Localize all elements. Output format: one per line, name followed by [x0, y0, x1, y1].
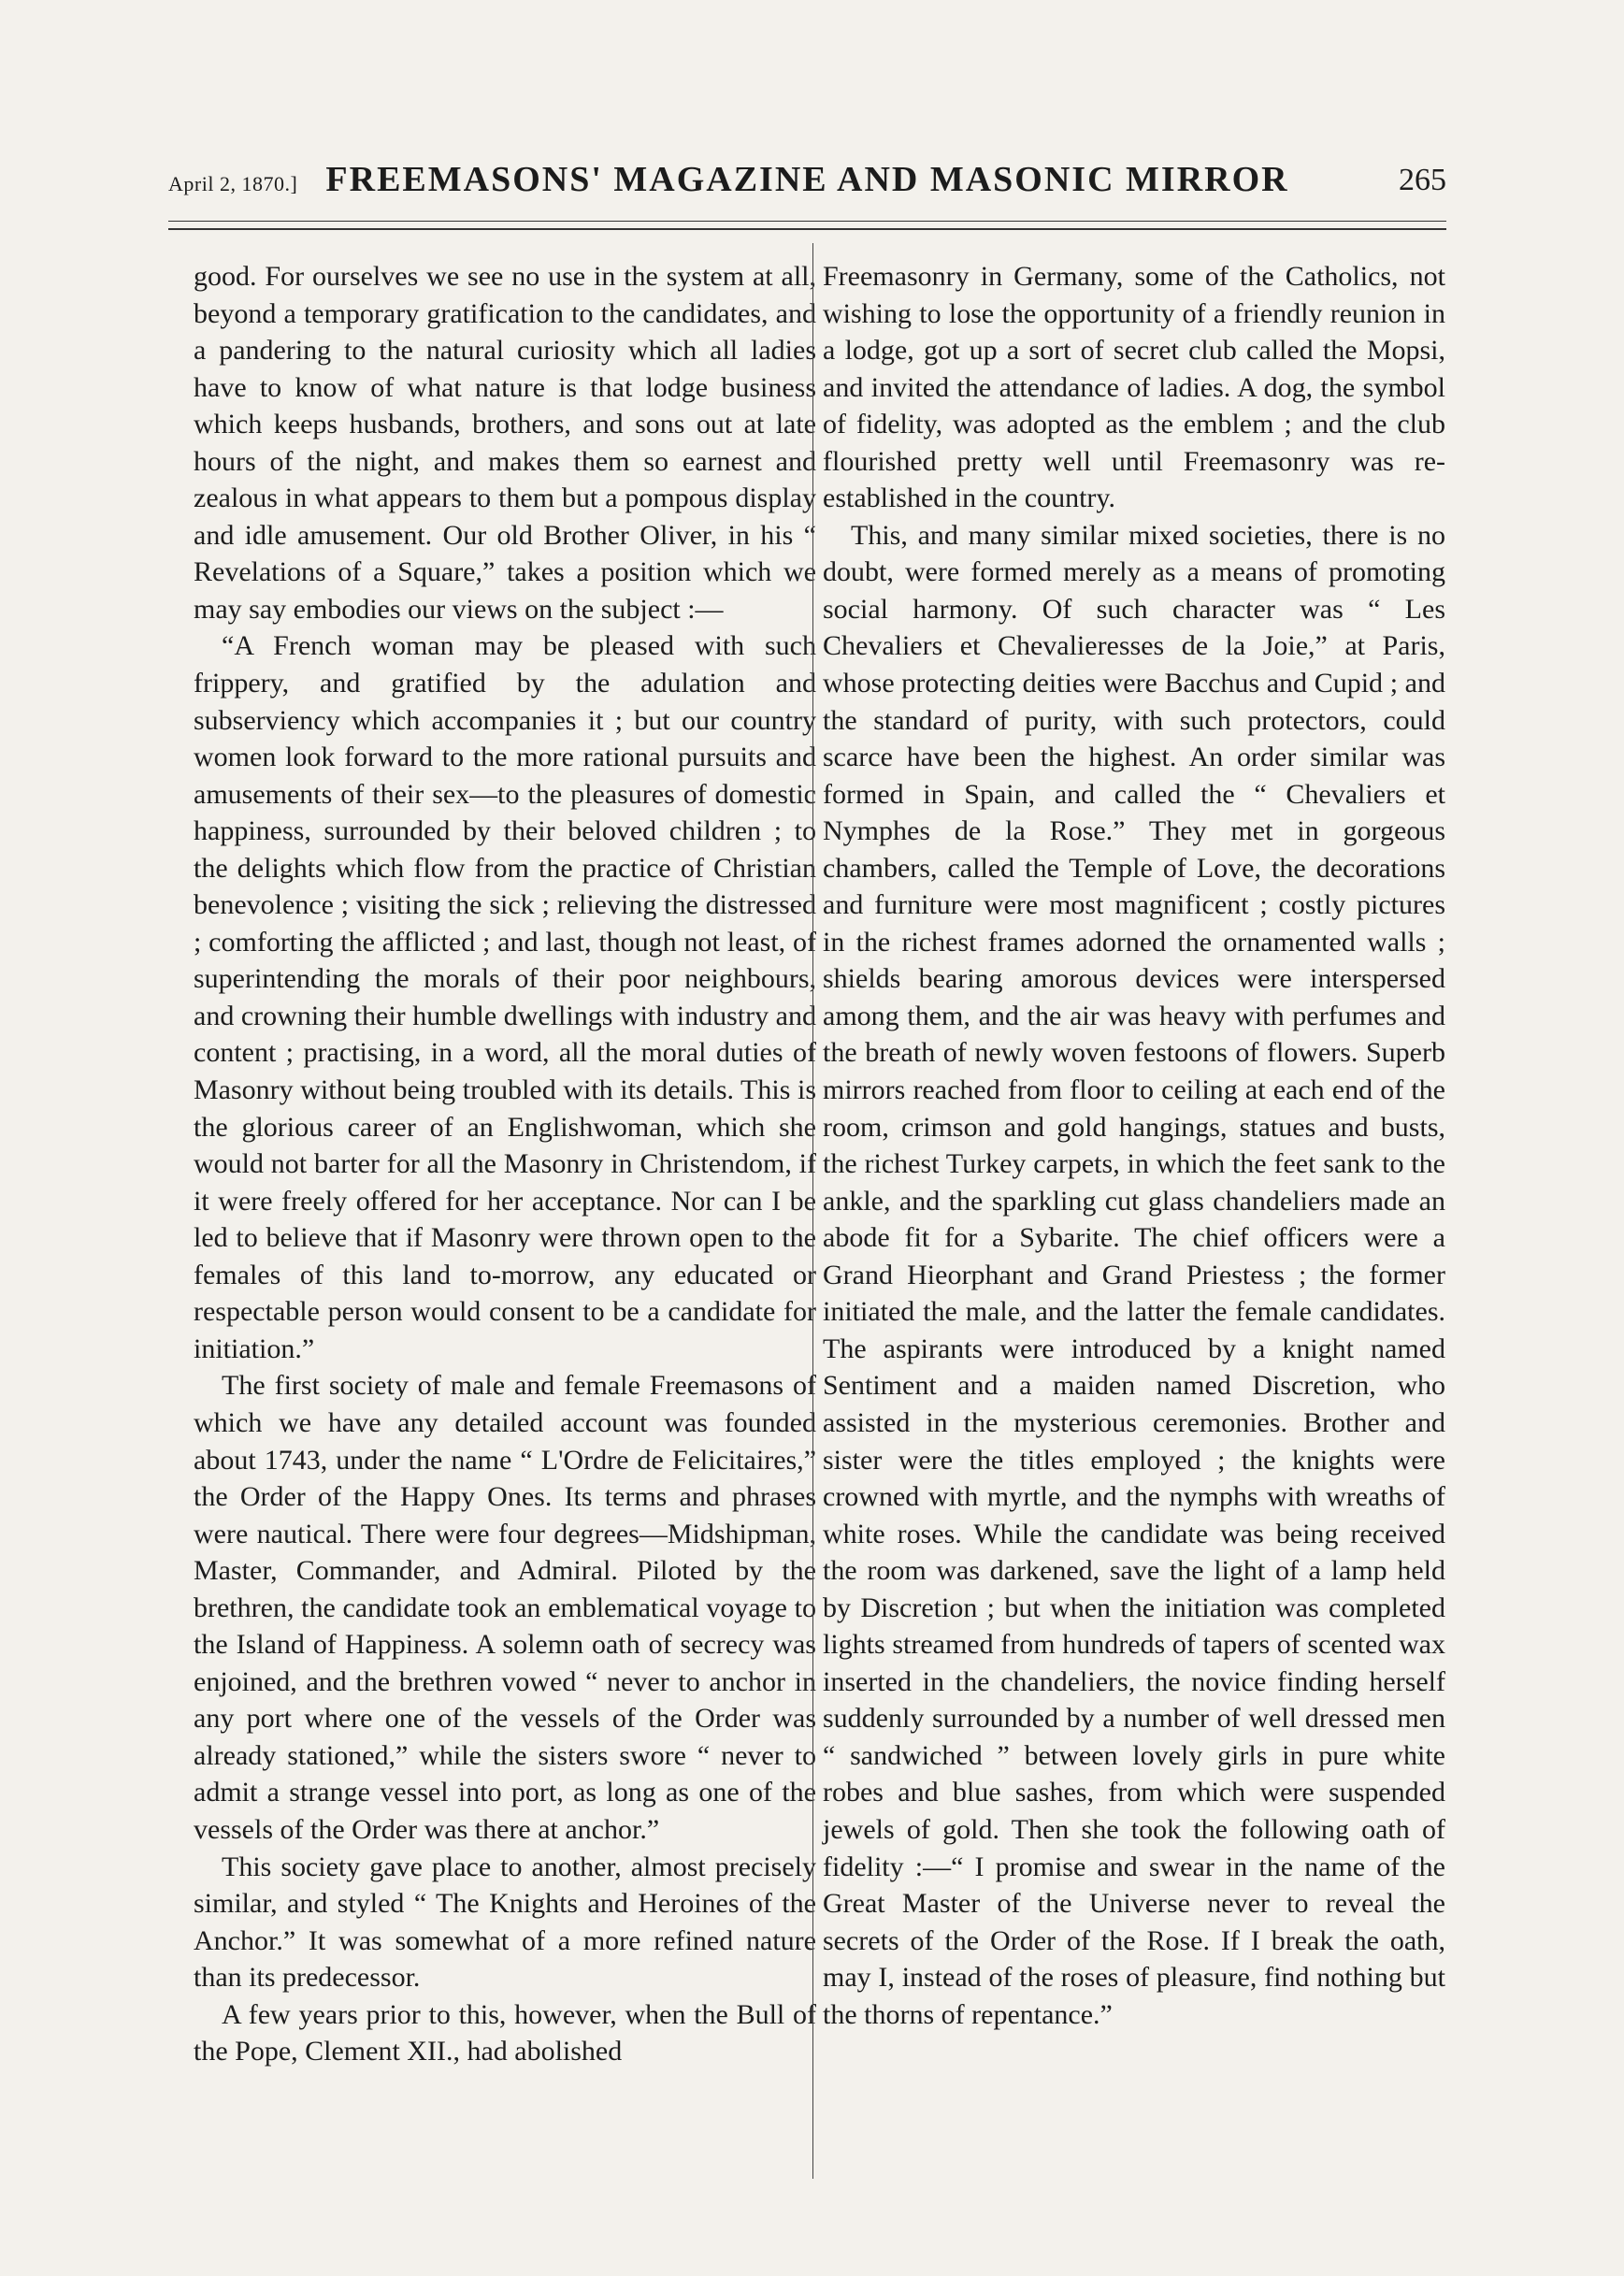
issue-date: April 2, 1870.] [168, 172, 298, 195]
publication-title: FREEMASONS' MAGAZINE AND MASONIC MIRROR [325, 160, 1289, 199]
right-column [823, 258, 1445, 2184]
page-number: 265 [1399, 163, 1446, 197]
left-paragraph-3: The first society of male and female Freemasons of which we have any detailed account was founded about 1743, under the name “ L'Ordre de Felicitaires,” the Order of the Happy Ones. Its terms and phrases were nautical. There were four degrees—Midshipman, Master, Commander, and Admiral. Piloted by the brethren, the candidate took an emblematical voyage to the Island of Happiness. A solemn oath of secrecy was enjoined, and the brethren vowed “ never to anchor in any port where one of the vessels of the Order was already stationed,” while the sisters swore “ never to admit a strange vessel into port, as long as one of the vessels of the Order was there at anchor.” [194, 1370, 816, 1845]
left-paragraph-2: “A French woman may be pleased with such frippery, and gratified by the adulation and subserviency which accompanies it ; but our country women look forward to the more rational pursuits and amusements of their sex—to the pleasures of domestic happiness, surrounded by their beloved children ; to the delights which flow from the practice of Christian benevolence ; visiting the sick ; relieving the distressed ; comforting the afflicted ; and last, though not least, of superintending the morals of their poor neighbours, and crowning their humble dwellings with industry and content ; practising, in a word, all the moral duties of Masonry without being troubled with its details. This is the glorious career of an Englishwoman, which she would not barter for all the Masonry in Christendom, if it were freely offered for her acceptance. Nor can I be led to believe that if Masonry were thrown open to the females of this land to-morrow, any educated or respectable person would consent to be a candidate for initiation.” [194, 630, 816, 1364]
right-paragraph-2: This, and many similar mixed societies, there is no doubt, were formed merely as a means of promoting social harmony. Of such character was “ Les Chevaliers et Chevalieresses de la Joie,” at Paris, whose protecting deities were Bacchus and Cupid ; and the standard of purity, with such protectors, could scarce have been the highest. An order similar was formed in Spain, and called the “ Chevaliers et Nymphes de la Rose.” They met in gorgeous chambers, called the Temple of Love, the decorations and furniture were most magnificent ; costly pictures in the richest frames adorned the ornamented walls ; shields bearing amorous devices were interspersed among them, and the air was heavy with perfumes and the breath of newly woven festoons of flowers. Superb mirrors reached from floor to ceiling at each end of the room, crimson and gold hangings, statues and busts, the richest Turkey carpets, in which the feet sank to the ankle, and the sparkling cut glass chandeliers made an abode fit for a Sybarite. The chief officers were a Grand Hieorphant and Grand Priestess ; the former initiated the male, and the latter the female candidates. The aspirants were introduced by a knight named Sentiment and a maiden named Discretion, who assisted in the mysterious ceremonies. Brother and sister were the titles employed ; the knights were crowned with myrtle, and the nymphs with wreaths of white roses. While the candidate was being received the room was darkened, save the light of a lamp held by Discretion ; but when the initiation was completed lights streamed from hundreds of tapers of scented wax inserted in the chandeliers, the novice finding herself suddenly surrounded by a number of well dressed men “ sandwiched ” between lovely girls in pure white robes and blue sashes, from which were suspended jewels of gold. Then she took the following oath of fidelity :—“ I promise and swear in the name of the Great Master of the Universe never to reveal the secrets of the Order of the Rose. If I break the oath, may I, instead of the roses of pleasure, find nothing but the thorns of repentance.” [823, 519, 1445, 2030]
header-rule-thin [168, 221, 1446, 222]
left-column [194, 258, 816, 2184]
left-paragraph-5: A few years prior to this, however, when the Bull of the Pope, Clement XII., had abolished [194, 1998, 816, 2067]
column-divider [812, 243, 813, 2179]
masthead [168, 159, 1446, 206]
header-rule-thick [168, 228, 1446, 230]
right-paragraph-1: Freemasonry in Germany, some of the Catholics, not wishing to lose the opportunity of a friendly reunion in a lodge, got up a sort of secret club called the Mopsi, and invited the attendance of ladies. A dog, the symbol of fidelity, was adopted as the emblem ; and the club flourished pretty well until Freemasonry was re-established in the country. [823, 261, 1445, 514]
left-paragraph-1: good. For ourselves we see no use in the system at all, beyond a temporary gratification to the candidates, and a pandering to the natural curiosity which all ladies have to know of what nature is that lodge business which keeps husbands, brothers, and sons out at late hours of the night, and makes them so earnest and zealous in what appears to them but a pompous display and idle amusement. Our old Brother Oliver, in his “ Revelations of a Square,” takes a position which we may say embodies our views on the subject :— [194, 261, 816, 625]
left-paragraph-4: This society gave place to another, almost precisely similar, and styled “ The Knights and Heroines of the Anchor.” It was somewhat of a more refined nature than its predecessor. [194, 1851, 816, 1994]
